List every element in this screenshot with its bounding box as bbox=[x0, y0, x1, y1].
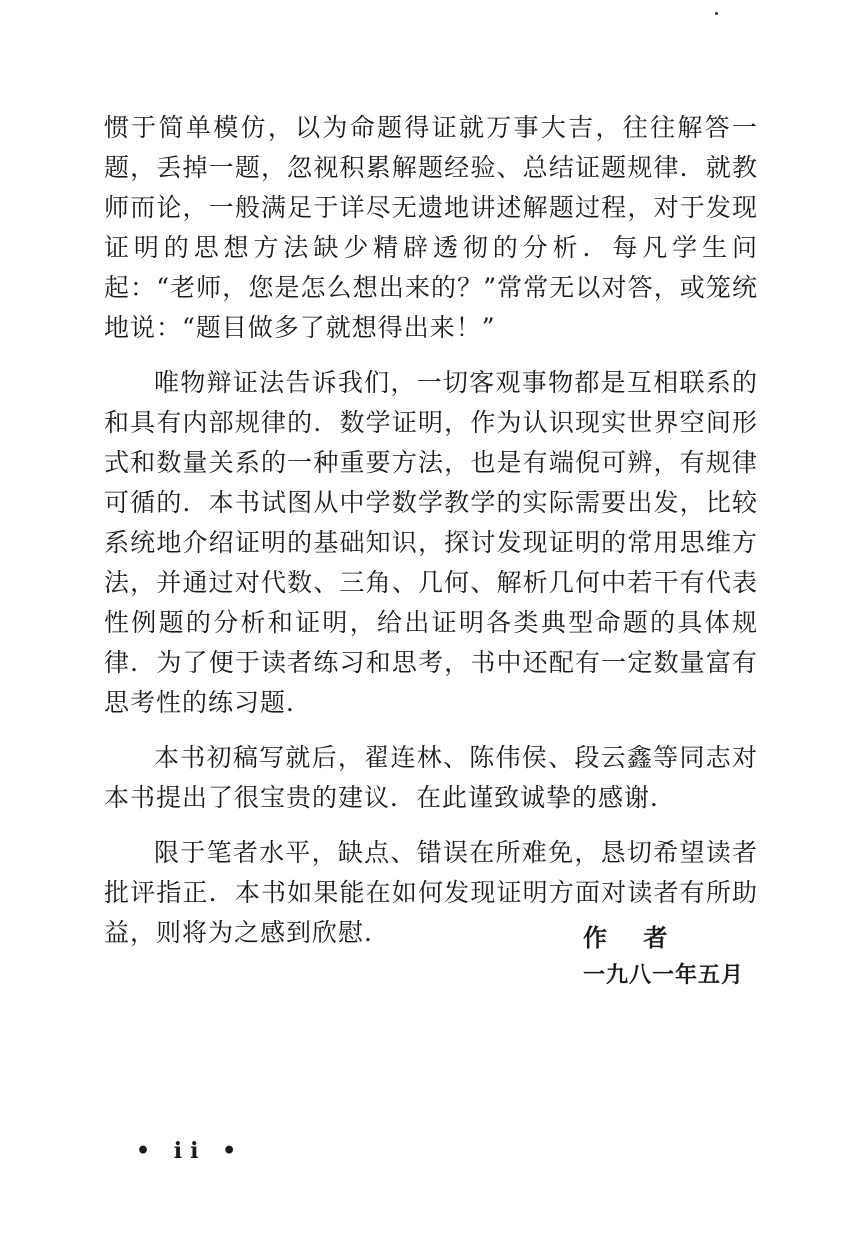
paragraph-acknowledgement: 本书初稿写就后，翟连林、陈伟侯、段云鑫等同志对本书提出了很宝贵的建议．在此谨致诚挚的感谢． bbox=[104, 743, 758, 812]
paragraph-closing: 限于笔者水平，缺点、错误在所难免，恳切希望读者批评指正．本书如果能在如何发现证明方面对读者有所助益，则将为之感到欣慰． bbox=[104, 838, 758, 947]
page-number: • ii • bbox=[136, 1138, 245, 1164]
signature-date: 一九八一年五月 bbox=[583, 963, 745, 988]
page-body bbox=[104, 108, 758, 953]
paragraph-continuation: 惯于简单模仿，以为命题得证就万事大吉，往往解答一题，丢掉一题，忽视积累解题经验、总结证题规律．就教师而论，一般满足于详尽无遗地讲述解题过程，对于发现证明的思想方法缺少精辟透彻的分析．每凡学生问起：“老师，您是怎么想出来的？”常常无以对答，或笼统地说：“题目做多了就想得出来！” bbox=[104, 113, 758, 342]
paragraph-dialectics: 唯物辩证法告诉我们，一切客观事物都是互相联系的和具有内部规律的．数学证明，作为认识现实世界空间形式和数量关系的一种重要方法，也是有端倪可辨，有规律可循的．本书试图从中学数学教学的实际需要出发，比较系统地介绍证明的基础知识，探讨发现证明的常用思维方法，并通过对代数、三角、几何、解析几何中若干有代表性例题的分析和证明，给出证明各类典型命题的具体规律．为了便于读者练习和思考，书中还配有一定数量富有思考性的练习题． bbox=[104, 368, 758, 717]
author-signature: 作 者 bbox=[583, 924, 682, 952]
corner-dot bbox=[715, 12, 718, 15]
